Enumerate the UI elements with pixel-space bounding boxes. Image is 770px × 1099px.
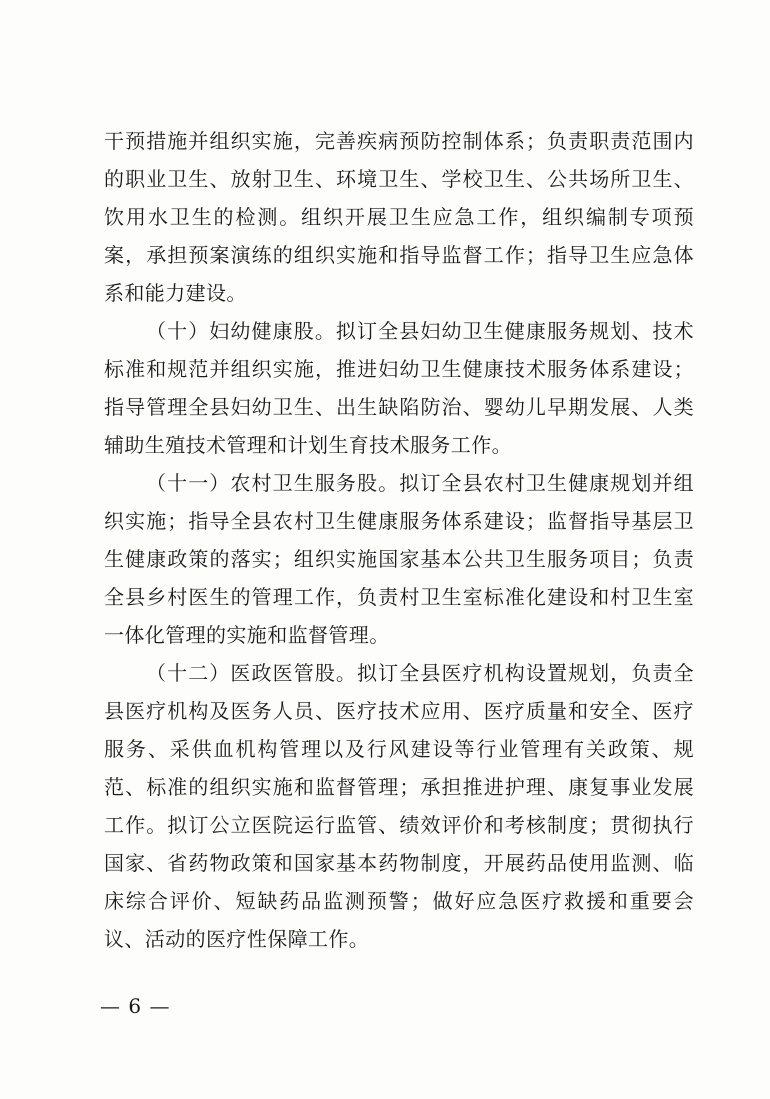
- paragraph-4: （十二）医政医管股。拟订全县医疗机构设置规划，负责全县医疗机构及医务人员、医疗技术应用、医疗质量和安全、医疗服务、采供血机构管理以及行风建设等行业管理有关政策、规范、标准的组织实施和监督管理；承担推进护理、康复事业发展工作。拟订公立医院运行监管、绩效评价和考核制度；贯彻执行国家、省药物政策和国家基本药物制度，开展药品使用监测、临床综合评价、短缺药品监测预警；做好应急医疗救援和重要会议、活动的医疗性保障工作。: [104, 661, 694, 951]
- document-body: [104, 122, 694, 958]
- paragraph-1: 干预措施并组织实施，完善疾病预防控制体系；负责职责范围内的职业卫生、放射卫生、环境卫生、学校卫生、公共场所卫生、饮用水卫生的检测。组织开展卫生应急工作，组织编制专项预案，承担预案演练的组织实施和指导监督工作；指导卫生应急体系和能力建设。: [104, 129, 694, 305]
- paragraph-2: （十）妇幼健康股。拟订全县妇幼卫生健康服务规划、技术标准和规范并组织实施，推进妇幼卫生健康技术服务体系建设；指导管理全县妇幼卫生、出生缺陷防治、婴幼儿早期发展、人类辅助生殖技术管理和计划生育技术服务工作。: [104, 319, 694, 457]
- paragraph-3: （十一）农村卫生服务股。拟订全县农村卫生健康规划并组织实施；指导全县农村卫生健康服务体系建设；监督指导基层卫生健康政策的落实；组织实施国家基本公共卫生服务项目；负责全县乡村医生的管理工作，负责村卫生室标准化建设和村卫生室一体化管理的实施和监督管理。: [104, 471, 694, 647]
- page-number: — 6 —: [100, 994, 171, 1018]
